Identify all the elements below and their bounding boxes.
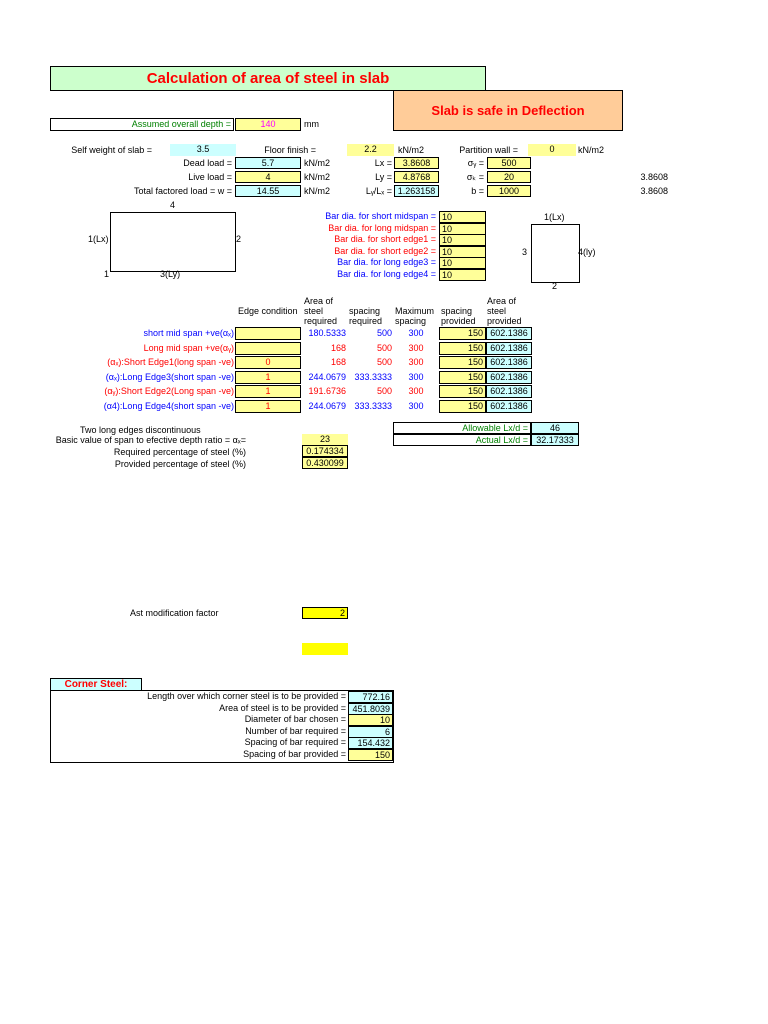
area-required-cell: 244.0679	[308, 401, 346, 411]
b-label: b =	[471, 186, 484, 196]
header-spacing-required	[349, 306, 382, 326]
spacing-provided-cell[interactable]: 150	[439, 342, 486, 355]
header-area-provided-line1: Area of	[487, 296, 517, 306]
edge-condition-cell[interactable]: 1	[235, 371, 301, 384]
corner-steel-title: Corner Steel:	[64, 679, 128, 690]
area-provided-cell: 602.1386	[486, 371, 532, 384]
diagram2-bottom-label: 2	[552, 281, 558, 291]
ly-value[interactable]: 4.8768	[394, 171, 439, 183]
dead-load-value: 5.7	[235, 157, 301, 169]
spacing-provided-cell[interactable]: 150	[439, 356, 486, 369]
area-required-cell: 191.6736	[308, 386, 346, 396]
bar-dia-label: Bar dia. for long edge3 =	[337, 257, 436, 267]
live-load-value[interactable]: 4	[235, 171, 301, 183]
max-spacing-cell: 300	[408, 357, 424, 367]
floor-finish-value[interactable]: 2.2	[347, 144, 394, 156]
diagram2-right-label: 4(ly)	[578, 247, 596, 257]
corner-row-label: Spacing of bar provided =	[243, 749, 346, 759]
spacing-required-cell: 333.3333	[354, 372, 392, 382]
corner-row-label: Area of steel is to be provided =	[219, 703, 346, 713]
area-provided-cell: 602.1386	[486, 385, 532, 398]
spacing-provided-cell[interactable]: 150	[439, 371, 486, 384]
ly-label: Ly =	[375, 172, 392, 182]
slab-diagram-2	[531, 224, 580, 283]
area-required-cell: 244.0679	[308, 372, 346, 382]
right-value-2: 3.8608	[640, 186, 668, 196]
partition-value[interactable]: 0	[528, 144, 576, 156]
diagram2-left-label: 3	[522, 247, 528, 257]
area-provided-cell: 602.1386	[486, 356, 532, 369]
max-spacing-cell: 300	[408, 372, 424, 382]
header-area-required-line3: required	[304, 316, 338, 326]
header-spacing-required-line1: spacing	[349, 306, 381, 316]
corner-row-label: Number of bar required =	[245, 726, 346, 736]
corner-row-value: 6	[348, 726, 393, 738]
bar-dia-value[interactable]: 10	[439, 269, 486, 281]
bar-dia-label: Bar dia. for short edge2 =	[334, 245, 436, 256]
edge-condition-cell[interactable]: 1	[235, 400, 301, 413]
corner-row-value: 154.432	[348, 737, 393, 749]
edge-condition-cell[interactable]: 0	[235, 356, 301, 369]
edge-condition-cell[interactable]	[235, 327, 301, 340]
lylx-label: Lᵧ/Lₓ =	[365, 186, 392, 196]
total-load-unit: kN/m2	[304, 186, 331, 196]
area-provided-cell: 602.1386	[486, 342, 532, 355]
dead-load-unit: kN/m2	[304, 158, 331, 168]
req-pct-value: 0.174334	[302, 445, 348, 457]
header-maximum-spacing	[395, 306, 434, 326]
partition-label: Partition wall =	[459, 145, 518, 155]
lx-label: Lx =	[374, 158, 392, 168]
bar-dia-value[interactable]: 10	[439, 246, 486, 258]
bar-dia-label: Bar dia. for long midspan =	[328, 222, 436, 233]
header-area-provided-line2: steel	[487, 306, 507, 316]
lx-value[interactable]: 3.8608	[394, 157, 439, 169]
bar-dia-label: Bar dia. for short edge1 =	[334, 234, 436, 244]
corner-row-value: 451.8039	[348, 703, 393, 715]
corner-row-label: Diameter of bar chosen =	[244, 714, 346, 724]
sigma-y-label: σᵧ =	[467, 158, 484, 168]
ast-mod-label: Ast modification factor	[130, 608, 219, 618]
actual-label: Actual Lx/d =	[393, 434, 531, 446]
max-spacing-cell: 300	[408, 401, 424, 411]
header-spacing-provided	[441, 306, 476, 326]
self-weight-value: 3.5	[170, 144, 236, 156]
corner-row-label: Length over which corner steel is to be provided =	[147, 691, 346, 701]
two-long-edges-text: Two long edges discontinuous	[80, 425, 201, 435]
header-area-required-line2: steel	[304, 306, 324, 316]
actual-value: 32.17333	[531, 434, 579, 446]
max-spacing-cell: 300	[408, 386, 424, 396]
diagram1-left-label: 1(Lx)	[88, 234, 109, 244]
status-box	[393, 90, 623, 131]
spacing-provided-cell[interactable]: 150	[439, 400, 486, 413]
prov-pct-value: 0.430099	[302, 457, 348, 469]
allowable-value: 46	[531, 422, 579, 434]
row-label: (α4):Long Edge4(short span -ve)	[103, 401, 234, 411]
depth-unit: mm	[304, 119, 319, 129]
bar-dia-label: Bar dia. for long edge4 =	[337, 268, 436, 279]
live-load-unit: kN/m2	[304, 172, 331, 182]
prov-pct-label: Provided percentage of steel (%)	[114, 459, 246, 469]
slab-diagram-1	[110, 212, 236, 272]
corner-row-label: Spacing of bar required =	[244, 737, 346, 747]
area-required-cell: 168	[330, 357, 346, 367]
lylx-value: 1.263158	[394, 185, 439, 197]
page-title: Calculation of area of steel in slab	[146, 70, 390, 87]
dead-load-label: Dead load =	[183, 158, 232, 168]
floor-finish-unit: kN/m2	[398, 145, 425, 155]
spacing-required-cell: 500	[376, 386, 392, 396]
edge-condition-cell[interactable]: 1	[235, 385, 301, 398]
area-provided-cell: 602.1386	[486, 400, 532, 413]
live-load-label: Live load =	[188, 172, 232, 182]
area-required-cell: 168	[330, 343, 346, 353]
basic-span-label: Basic value of span to efective depth ratio = αₓ=	[55, 435, 246, 445]
header-spacing-provided-line2: provided	[441, 316, 476, 326]
total-load-label: Total factored load = w =	[133, 186, 232, 196]
bar-dia-value[interactable]: 10	[439, 257, 486, 269]
diagram1-corner-label: 1	[104, 269, 110, 279]
max-spacing-cell: 300	[408, 343, 424, 353]
area-provided-cell: 602.1386	[486, 327, 532, 340]
max-spacing-cell: 300	[408, 328, 424, 338]
self-weight-label: Self weight of slab =	[71, 145, 152, 155]
bar-dia-value[interactable]: 10	[439, 211, 486, 223]
b-value[interactable]: 1000	[487, 185, 531, 197]
header-maximum-spacing-line2: spacing	[395, 316, 427, 326]
header-area-provided-line3: provided	[487, 316, 522, 326]
header-area-required	[304, 296, 337, 326]
header-area-provided	[487, 296, 522, 326]
total-load-value: 14.55	[235, 185, 301, 197]
corner-row-value[interactable]: 10	[348, 714, 393, 726]
row-label: (αₓ):Long Edge3(short span -ve)	[105, 372, 234, 382]
depth-value[interactable]: 140	[235, 118, 301, 131]
bar-dia-label: Bar dia. for short midspan =	[325, 211, 436, 221]
row-label: (αₓ):Short Edge1(long span -ve)	[107, 357, 234, 367]
sigma-ck-value[interactable]: 20	[487, 171, 531, 183]
row-label: short mid span +ve(αₓ)	[143, 328, 234, 338]
sigma-y-value[interactable]: 500	[487, 157, 531, 169]
edge-condition-cell[interactable]	[235, 342, 301, 355]
spacing-required-cell: 500	[376, 328, 392, 338]
row-label: (αᵧ):Short Edge2(Long span -ve)	[104, 386, 234, 396]
header-edge-condition: Edge condition	[238, 306, 298, 316]
row-label: Long mid span +ve(αᵧ)	[143, 343, 234, 353]
diagram1-bottom-label: 3(Ly)	[160, 269, 181, 279]
depth-label: Assumed overall depth =	[50, 118, 234, 131]
bar-dia-value[interactable]: 10	[439, 234, 486, 246]
header-spacing-required-line2: required	[349, 316, 383, 326]
highlight-cell	[302, 643, 348, 655]
diagram1-top-label: 4	[170, 200, 176, 210]
area-required-cell: 180.5333	[308, 328, 346, 338]
allowable-label: Allowable Lx/d =	[393, 422, 531, 434]
spacing-provided-cell[interactable]: 150	[439, 327, 486, 340]
header-area-required-line1: Area of	[304, 296, 334, 306]
floor-finish-label: Floor finish =	[264, 145, 316, 155]
spacing-required-cell: 333.3333	[354, 401, 392, 411]
partition-unit: kN/m2	[578, 145, 605, 155]
diagram2-top-label: 1(Lx)	[544, 212, 565, 222]
req-pct-label: Required percentage of steel (%)	[113, 447, 246, 457]
ast-mod-value: 2	[302, 607, 348, 619]
corner-row-value[interactable]: 150	[348, 749, 393, 761]
spacing-required-cell: 500	[376, 343, 392, 353]
spacing-required-cell: 500	[376, 357, 392, 367]
header-maximum-spacing-line1: Maximum	[395, 306, 435, 316]
status-text: Slab is safe in Deflection	[431, 103, 585, 118]
header-spacing-provided-line1: spacing	[441, 306, 473, 316]
basic-span-value[interactable]: 23	[302, 434, 348, 445]
diagram1-right-label: 2	[236, 234, 242, 244]
page-title-box	[50, 66, 486, 91]
corner-row-value: 772.16	[348, 691, 393, 703]
sigma-ck-label: σₖ =	[466, 172, 484, 182]
bar-dia-value[interactable]: 10	[439, 223, 486, 235]
right-value-1: 3.8608	[640, 172, 668, 182]
spacing-provided-cell[interactable]: 150	[439, 385, 486, 398]
